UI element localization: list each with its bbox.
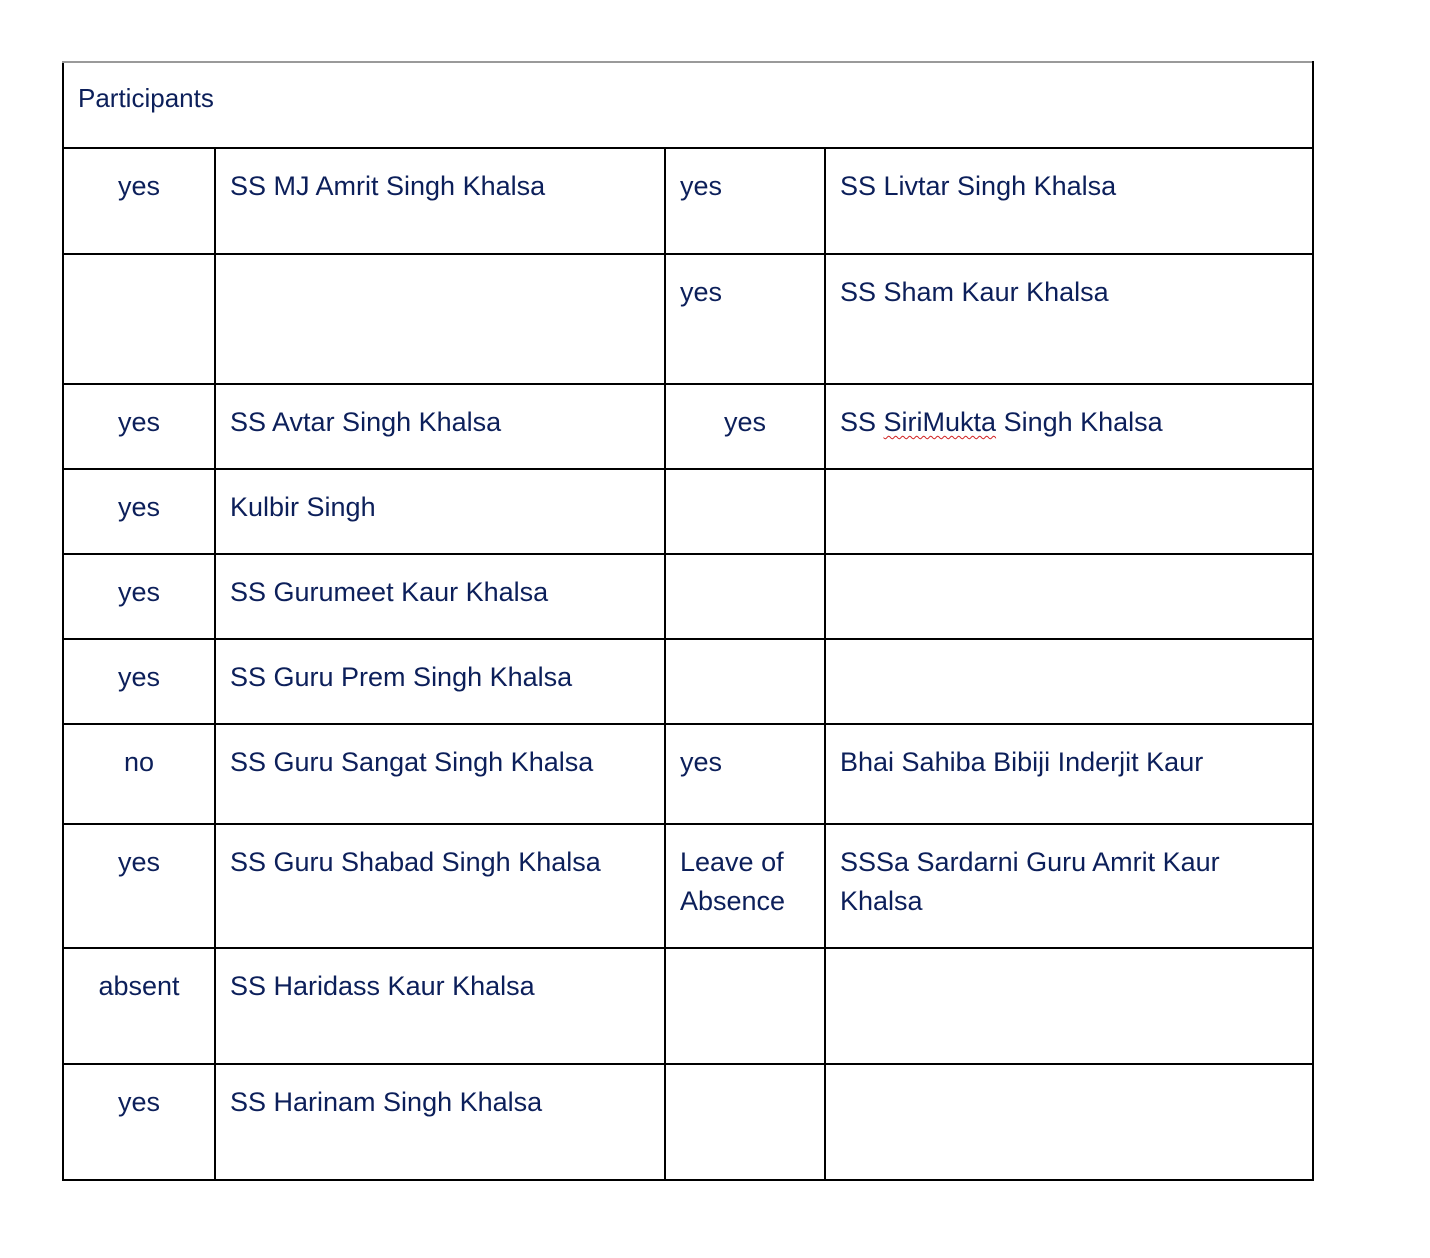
- status-cell: Leave of Absence: [665, 824, 825, 948]
- participant-name-cell: SS Sham Kaur Khalsa: [825, 254, 1313, 384]
- table-row: [63, 148, 1313, 254]
- status-cell: yes: [665, 384, 825, 469]
- participant-name-cell: SSSa Sardarni Guru Amrit Kaur Khalsa: [825, 824, 1313, 948]
- participant-name-cell: Bhai Sahiba Bibiji Inderjit Kaur: [825, 724, 1313, 824]
- participant-name-cell: SS Haridass Kaur Khalsa: [215, 948, 665, 1064]
- status-cell: yes: [63, 469, 215, 554]
- table-row: [63, 639, 1313, 724]
- status-cell: [665, 639, 825, 724]
- participant-name-cell: [825, 1064, 1313, 1180]
- table-row: [63, 384, 1313, 469]
- status-cell-selected[interactable]: yes: [665, 148, 825, 254]
- status-cell: yes: [63, 554, 215, 639]
- participants-table: [62, 61, 1314, 1181]
- status-cell: absent: [63, 948, 215, 1064]
- participant-name-cell: SS Harinam Singh Khalsa: [215, 1064, 665, 1180]
- status-cell: yes: [63, 148, 215, 254]
- participant-name-cell: SS Guru Prem Singh Khalsa: [215, 639, 665, 724]
- table-row: [63, 554, 1313, 639]
- participant-name-cell: [825, 554, 1313, 639]
- status-cell: [665, 948, 825, 1064]
- participant-name-cell: SS Gurumeet Kaur Khalsa: [215, 554, 665, 639]
- status-cell: yes: [665, 254, 825, 384]
- status-cell: yes: [63, 824, 215, 948]
- status-cell: [665, 1064, 825, 1180]
- participant-name-cell: SS Avtar Singh Khalsa: [215, 384, 665, 469]
- table-row: [63, 254, 1313, 384]
- name-prefix: SS: [840, 407, 884, 437]
- status-cell: no: [63, 724, 215, 824]
- participant-name-cell: SS Guru Sangat Singh Khalsa: [215, 724, 665, 824]
- participant-name-cell: [825, 469, 1313, 554]
- table-row: [63, 948, 1313, 1064]
- table-row: [63, 724, 1313, 824]
- table-row: [63, 1064, 1313, 1180]
- participant-name-cell: [825, 639, 1313, 724]
- status-cell: yes: [63, 639, 215, 724]
- participant-name-cell: SS Guru Shabad Singh Khalsa: [215, 824, 665, 948]
- participant-name-cell: SS MJ Amrit Singh Khalsa: [215, 148, 665, 254]
- status-cell: [665, 469, 825, 554]
- participants-header: Participants: [63, 62, 1313, 148]
- table-row: [63, 469, 1313, 554]
- table-row: [63, 824, 1313, 948]
- status-cell: yes: [63, 384, 215, 469]
- spellcheck-underlined-word: SiriMukta: [883, 407, 997, 437]
- header-row: [63, 62, 1313, 148]
- participant-name-cell: Kulbir Singh: [215, 469, 665, 554]
- status-cell: yes: [665, 724, 825, 824]
- participant-name-cell: SS Livtar Singh Khalsa: [825, 148, 1313, 254]
- status-cell: [63, 254, 215, 384]
- status-cell: [665, 554, 825, 639]
- status-cell: yes: [63, 1064, 215, 1180]
- name-suffix: Singh Khalsa: [996, 407, 1163, 437]
- participant-name-cell: [825, 384, 1313, 469]
- participant-name-cell: [825, 948, 1313, 1064]
- participant-name-cell: [215, 254, 665, 384]
